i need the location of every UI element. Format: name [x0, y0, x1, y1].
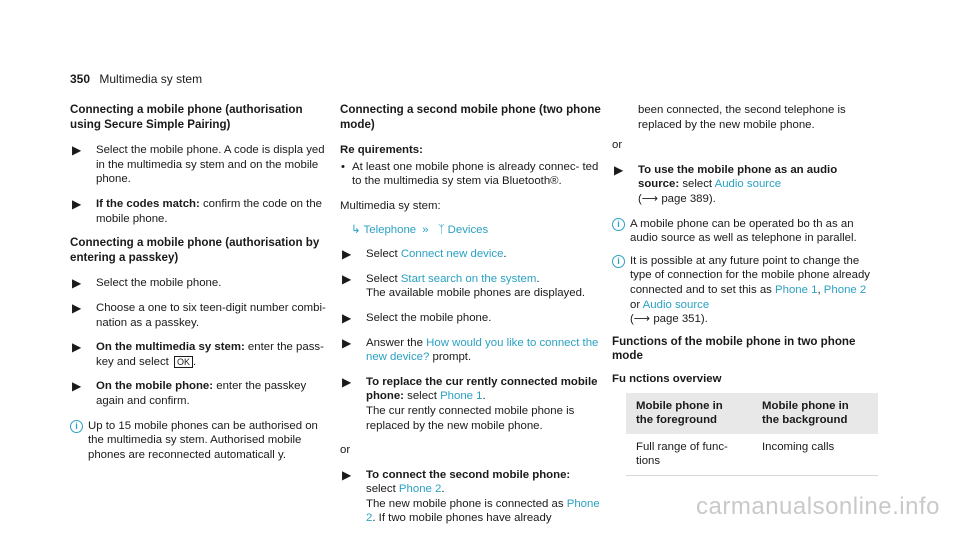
- step-arrow-icon: ▶︎: [342, 467, 352, 482]
- step-enter-passkey-phone: ▶︎ On the mobile phone: enter the passkey again and confirm.: [72, 379, 307, 407]
- step-arrow-icon: ▶︎: [342, 271, 352, 286]
- path-devices: Devices: [447, 223, 489, 236]
- step-enter-passkey-system: ▶︎ On the multimedia sy stem: enter the pass‐ key and select OK .: [72, 340, 324, 368]
- table-header-row: [626, 393, 878, 434]
- note-parallel: i A mobile phone can be operated bo th as an audio source as well as telephone in parallel.: [612, 217, 874, 246]
- step-connect-second: ▶︎ To connect the second mobile phone: select Phone 2. The new mobile phone is connected as Phone 2. If two mobile phones have already: [342, 467, 600, 525]
- step-arrow-icon: ▶︎: [342, 374, 352, 389]
- table-header: Mobile phone in the foreground: [626, 393, 752, 434]
- step-arrow-icon: ▶︎: [72, 379, 82, 394]
- bullet-icon: •: [341, 160, 345, 173]
- or-separator: or: [340, 444, 351, 457]
- page-reference[interactable]: page 351).: [653, 313, 708, 326]
- step-arrow-icon: ▶︎: [614, 162, 624, 177]
- requirement-item: • At least one mobile phone is already connec‐ ted to the multimedia sy stem via Bluetooth®.: [341, 160, 599, 188]
- heading-two-phone-mode: Connecting a second mobile phone (two phone mode): [340, 103, 601, 131]
- step-start-search: ▶︎ Select Start search on the system. The available mobile phones are displayed.: [342, 271, 586, 300]
- multimedia-system-label: Multimedia sy stem:: [340, 199, 441, 212]
- step-replace-phone: ▶︎ To replace the cur rently connected mobile phone: select Phone 1. The cur rently connected mobile phone is replaced by the new mobile phone.: [342, 374, 598, 432]
- step-arrow-icon: ▶︎: [72, 340, 82, 355]
- section-title: Multimedia sy stem: [99, 72, 203, 86]
- page-header: [70, 72, 202, 87]
- step-arrow-icon: ▶︎: [342, 247, 352, 262]
- table-cell: Incoming calls: [752, 434, 878, 476]
- heading-ssp: Connecting a mobile phone (authorisation using Secure Simple Pairing): [70, 103, 303, 131]
- menu-path: [340, 223, 602, 238]
- or-separator: or: [612, 139, 623, 152]
- step-select-mobile-phone: ▶︎ Select the mobile phone.: [342, 310, 492, 325]
- column-1: [70, 103, 328, 470]
- table-header: Mobile phone in the background: [752, 393, 878, 434]
- info-icon: i: [612, 218, 625, 231]
- step-arrow-icon: ▶︎: [342, 310, 352, 325]
- step-choose-passkey: ▶︎ Choose a one to six teen-digit number combi‐ nation as a passkey.: [72, 300, 326, 329]
- column-3: [612, 103, 874, 476]
- page-reference[interactable]: page 389).: [661, 192, 716, 205]
- step-answer-prompt: ▶︎ Answer the How would you like to connect the new device? prompt.: [342, 335, 599, 364]
- page-reference-arrow-icon: ⟶: [641, 192, 659, 205]
- step-connect-new-device: ▶︎ Select Connect new device.: [342, 247, 507, 262]
- double-chevron-icon: »: [422, 223, 429, 236]
- functions-overview-title: Fu nctions overview: [612, 372, 722, 385]
- page-number: 350: [70, 72, 91, 86]
- info-icon: i: [70, 420, 83, 433]
- functions-table: [626, 393, 878, 476]
- path-telephone: Telephone: [363, 223, 417, 236]
- heading-functions: Functions of the mobile phone in two phone mode: [612, 334, 856, 363]
- column-2: [340, 103, 602, 536]
- ok-key-icon: OK: [174, 356, 193, 368]
- continued-text: been connected, the second telephone is replaced by the new mobile phone.: [638, 104, 846, 131]
- step-arrow-icon: ▶︎: [342, 335, 352, 350]
- page-reference-arrow-icon: ⟶: [633, 313, 651, 326]
- menu-path-arrow-icon: ↳: [351, 223, 361, 236]
- step-select-phone-2: ▶︎ Select the mobile phone.: [72, 276, 222, 291]
- step-codes-match: ▶︎ If the codes match: confirm the code on the mobile phone.: [72, 196, 323, 225]
- table-row: [626, 434, 878, 476]
- note-authorised-phones: i Up to 15 mobile phones can be authorised on the multimedia sy stem. Authorised mobile phones are reconnected automaticall y.: [70, 419, 328, 463]
- info-icon: i: [612, 255, 625, 268]
- step-select-phone: ▶︎ Select the mobile phone. A code is displa yed in the multimedia sy stem and on the mobile phone.: [72, 143, 325, 186]
- note-change-connection: i It is possible at any future point to change the type of connection for the mobile phone already connected and to set this as Phone 1, Phone 2 or Audio source (⟶ page 351).: [612, 254, 874, 327]
- step-arrow-icon: ▶︎: [72, 196, 82, 211]
- step-arrow-icon: ▶︎: [72, 143, 82, 158]
- heading-passkey: Connecting a mobile phone (authorisation by entering a passkey): [70, 236, 320, 264]
- step-arrow-icon: ▶︎: [72, 300, 82, 315]
- table-cell: Full range of func‐ tions: [626, 434, 752, 476]
- requirements-title: Re quirements:: [340, 144, 423, 157]
- step-arrow-icon: ▶︎: [72, 276, 82, 291]
- bluetooth-icon: ᛉ: [437, 223, 445, 236]
- step-audio-source: ▶︎ To use the mobile phone as an audio source: select Audio source (⟶ page 389).: [614, 162, 838, 205]
- watermark: carmanualsonline.info: [696, 493, 940, 520]
